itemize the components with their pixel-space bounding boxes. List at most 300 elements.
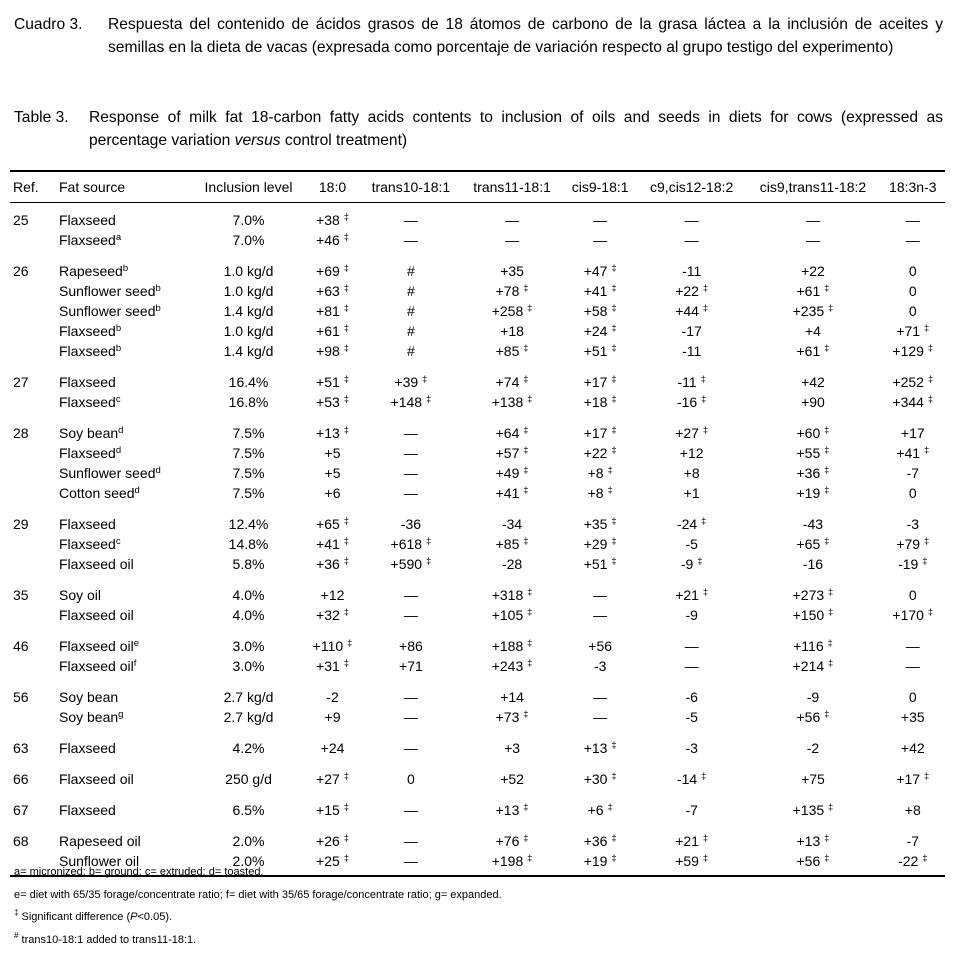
value-cell: +75 — [801, 771, 825, 787]
value-cell: +27 ‡ — [675, 425, 709, 441]
caption-spanish-label: Cuadro 3. — [14, 16, 83, 33]
fat-source-note: d — [115, 445, 122, 456]
fat-source-name: Flaxseed oil — [59, 638, 134, 654]
value-cell: +36 ‡ — [796, 465, 830, 481]
fat-source-name: Soy oil — [59, 587, 102, 603]
ref-group — [10, 629, 945, 680]
value-cell: -2 — [806, 740, 820, 756]
fat-source-name: Flaxseed — [59, 232, 116, 248]
inclusion-level-cell: 1.0 kg/d — [223, 263, 274, 279]
inclusion-level-cell: 1.4 kg/d — [223, 343, 274, 359]
value-cell: # — [407, 283, 415, 299]
value-cell: +36 ‡ — [583, 833, 617, 849]
value-cell: +3 — [504, 740, 521, 756]
value-cell: — — [593, 607, 608, 623]
ref-cell — [10, 443, 56, 463]
value-cell: -16 — [802, 556, 824, 572]
value-cell: — — [403, 587, 418, 603]
value-cell: +6 ‡ — [587, 802, 613, 818]
value-cell: # — [407, 343, 415, 359]
fat-source-cell — [56, 416, 192, 443]
header-row — [10, 171, 945, 203]
value-cell: +170 ‡ — [892, 607, 934, 623]
value-cell: -5 — [685, 536, 698, 552]
ref-cell: 63 — [13, 740, 29, 756]
value-cell: +25 ‡ — [316, 853, 349, 869]
table-row — [10, 731, 945, 762]
fat-source-note: c — [115, 536, 121, 547]
value-cell: -43 — [802, 516, 824, 532]
value-cell: -7 — [906, 465, 920, 481]
fat-source-cell — [56, 824, 192, 851]
value-cell: +55 ‡ — [796, 445, 830, 461]
ref-cell — [10, 281, 56, 301]
value-cell: +44 ‡ — [675, 303, 709, 319]
fat-source-name: Sunflower seed — [59, 283, 156, 299]
fat-source-cell — [56, 463, 192, 483]
fat-source-cell — [56, 656, 192, 680]
caption-english-text — [89, 106, 943, 152]
fatty-acids-table-wrap — [10, 170, 945, 877]
value-cell: +344 ‡ — [892, 394, 934, 410]
fat-source-cell — [56, 762, 192, 793]
fat-source-name: Cotton seed — [59, 485, 135, 501]
table-row — [10, 301, 945, 321]
inclusion-level-cell: 7.0% — [232, 232, 265, 248]
fat-source-name: Flaxseed oil — [59, 771, 134, 787]
value-cell: +9 — [324, 709, 341, 725]
value-cell: +41 ‡ — [495, 485, 529, 501]
value-cell: +47 ‡ — [583, 263, 617, 279]
value-cell: +38 ‡ — [316, 212, 349, 228]
inclusion-level-cell: 14.8% — [228, 536, 269, 552]
value-cell: -9 — [685, 607, 698, 623]
value-cell: 0 — [908, 263, 917, 279]
value-cell: +58 ‡ — [583, 303, 617, 319]
value-cell: +32 ‡ — [316, 607, 349, 623]
inclusion-level-cell: 2.0% — [232, 853, 265, 869]
value-cell: +31 ‡ — [316, 658, 349, 674]
table-row — [10, 793, 945, 824]
value-cell: +116 ‡ — [793, 638, 833, 654]
fat-source-cell — [56, 365, 192, 392]
fat-source-name: Sunflower seed — [59, 303, 156, 319]
value-cell: +618 ‡ — [390, 536, 432, 552]
value-cell: +18 ‡ — [583, 394, 617, 410]
value-cell: -22 ‡ — [898, 853, 928, 869]
value-cell: -3 — [906, 516, 920, 532]
value-cell: # — [407, 263, 415, 279]
ref-cell — [10, 463, 56, 483]
inclusion-level-cell: 16.4% — [228, 374, 269, 390]
table-row — [10, 321, 945, 341]
value-cell: -3 — [593, 658, 607, 674]
value-cell: +69 ‡ — [316, 263, 349, 279]
fat-source-name: Flaxseed — [59, 212, 116, 228]
fat-source-cell — [56, 230, 192, 254]
value-cell: +252 ‡ — [892, 374, 934, 390]
value-cell: +150 ‡ — [792, 607, 834, 623]
ref-cell — [10, 301, 56, 321]
fat-source-cell — [56, 605, 192, 629]
fat-source-note: b — [122, 263, 129, 274]
ref-cell: 46 — [13, 638, 29, 654]
value-cell: +71 — [399, 658, 423, 674]
value-cell: — — [805, 212, 820, 228]
value-cell: +8 — [904, 802, 921, 818]
value-cell: — — [403, 465, 418, 481]
value-cell: — — [403, 740, 418, 756]
value-cell: -11 ‡ — [677, 374, 706, 390]
value-cell: +318 ‡ — [491, 587, 533, 603]
table-row — [10, 365, 945, 392]
value-cell: +51 ‡ — [583, 556, 617, 572]
table-row — [10, 341, 945, 365]
ref-cell: 25 — [13, 212, 29, 228]
fat-source-cell — [56, 507, 192, 534]
table-row — [10, 824, 945, 851]
ref-group — [10, 416, 945, 507]
table-row — [10, 254, 945, 281]
fat-source-cell — [56, 392, 192, 416]
value-cell: # — [407, 303, 415, 319]
inclusion-level-cell: 6.5% — [232, 802, 265, 818]
table-row — [10, 203, 945, 231]
value-cell: +56 ‡ — [796, 853, 830, 869]
value-cell: — — [684, 658, 699, 674]
footnote-hash-text: trans10-18:1 added to trans11-18:1. — [18, 934, 197, 946]
value-cell: +64 ‡ — [495, 425, 529, 441]
inclusion-level-cell: 7.5% — [232, 485, 265, 501]
value-cell: +4 — [804, 323, 821, 339]
table-header — [10, 171, 945, 203]
fat-source-name: Flaxseed oil — [59, 556, 134, 572]
value-cell: +42 — [900, 740, 925, 756]
value-cell: +17 — [900, 425, 925, 441]
fat-source-note: b — [115, 343, 122, 354]
value-cell: +8 ‡ — [587, 465, 613, 481]
value-cell: -36 — [400, 516, 422, 532]
value-cell: +56 — [588, 638, 613, 654]
value-cell: +129 ‡ — [892, 343, 934, 359]
value-cell: 0 — [407, 771, 415, 787]
inclusion-level-cell: 16.8% — [228, 394, 269, 410]
caption-english-text-b: control treatment) — [280, 132, 408, 149]
value-cell: +65 ‡ — [316, 516, 349, 532]
value-cell: +52 — [500, 771, 524, 787]
value-cell: +105 ‡ — [491, 607, 533, 623]
value-cell: — — [684, 638, 699, 654]
column-header: 18:3n-3 — [889, 179, 937, 195]
table-row — [10, 605, 945, 629]
value-cell: +148 ‡ — [390, 394, 432, 410]
table-row — [10, 762, 945, 793]
ref-cell — [10, 656, 56, 680]
footnote-significance — [14, 908, 173, 923]
table-row — [10, 680, 945, 707]
fat-source-name: Rapeseed oil — [59, 833, 141, 849]
table-row — [10, 463, 945, 483]
fat-source-note: g — [118, 709, 124, 720]
value-cell: +98 ‡ — [316, 343, 349, 359]
footnote-hash — [14, 931, 197, 946]
value-cell: — — [403, 485, 418, 501]
ref-cell: 66 — [13, 771, 29, 787]
value-cell: +22 ‡ — [675, 283, 709, 299]
ref-cell — [10, 230, 56, 254]
fat-source-note: e — [133, 638, 139, 649]
value-cell: +24 — [320, 740, 345, 756]
value-cell: 0 — [908, 485, 917, 501]
value-cell: +53 ‡ — [316, 394, 349, 410]
column-header: Inclusion level — [204, 179, 293, 195]
fat-source-note: c — [115, 394, 121, 405]
value-cell: -9 — [806, 689, 820, 705]
fat-source-note: d — [118, 425, 124, 436]
value-cell: -34 — [501, 516, 523, 532]
value-cell: +85 ‡ — [495, 343, 529, 359]
value-cell: +41 ‡ — [316, 536, 349, 552]
fat-source-name: Sunflower oil — [59, 853, 140, 869]
ref-cell — [10, 605, 56, 629]
footnote-significance-a: Significant difference ( — [18, 911, 131, 923]
ref-cell — [10, 321, 56, 341]
fat-source-cell — [56, 341, 192, 365]
value-cell: +27 ‡ — [316, 771, 349, 787]
fat-source-note: b — [155, 303, 161, 314]
fat-source-cell — [56, 680, 192, 707]
fat-source-name: Soy bean — [59, 425, 119, 441]
value-cell: +41 ‡ — [583, 283, 617, 299]
fat-source-note: a — [115, 232, 122, 243]
ref-cell — [10, 483, 56, 507]
table-row — [10, 554, 945, 578]
ref-group — [10, 731, 945, 762]
footnote-significance-b: <0.05). — [137, 911, 173, 923]
value-cell: +85 ‡ — [495, 536, 529, 552]
fat-source-cell — [56, 578, 192, 605]
value-cell: — — [593, 709, 608, 725]
fat-source-name: Sunflower seed — [59, 465, 156, 481]
inclusion-level-cell: 1.4 kg/d — [223, 303, 274, 319]
fat-source-cell — [56, 793, 192, 824]
value-cell: — — [593, 232, 608, 248]
inclusion-level-cell: 2.0% — [232, 833, 265, 849]
caption-english-text-a: Response of milk fat 18-carbon fatty acids contents to inclusion of oils and seeds in diets for cows (expressed as percentage variation — [89, 109, 943, 149]
value-cell: — — [403, 833, 418, 849]
footnote-significance-p: P — [130, 911, 138, 923]
value-cell: +15 ‡ — [316, 802, 349, 818]
value-cell: +13 ‡ — [316, 425, 349, 441]
value-cell: 0 — [908, 283, 917, 299]
inclusion-level-cell: 3.0% — [232, 658, 265, 674]
caption-english — [14, 106, 943, 152]
fat-source-name: Flaxseed — [59, 740, 116, 756]
value-cell: +26 ‡ — [316, 833, 349, 849]
fat-source-name: Flaxseed — [59, 536, 116, 552]
fat-source-name: Flaxseed — [59, 323, 116, 339]
value-cell: +8 ‡ — [587, 485, 613, 501]
fat-source-name: Soy bean — [59, 709, 119, 725]
value-cell: +49 ‡ — [495, 465, 529, 481]
value-cell: +235 ‡ — [792, 303, 834, 319]
ref-cell — [10, 534, 56, 554]
value-cell: -11 — [682, 263, 702, 279]
value-cell: 0 — [908, 303, 917, 319]
fat-source-note: d — [155, 465, 161, 476]
value-cell: -9 ‡ — [680, 556, 703, 572]
value-cell: +17 ‡ — [583, 425, 617, 441]
value-cell: +21 ‡ — [675, 833, 709, 849]
ref-group — [10, 680, 945, 731]
value-cell: +135 ‡ — [792, 802, 834, 818]
value-cell: 0 — [908, 689, 917, 705]
hash-mark: # — [14, 931, 19, 940]
value-cell: +21 ‡ — [675, 587, 709, 603]
fat-source-name: Flaxseed oil — [59, 607, 134, 623]
value-cell: — — [403, 425, 418, 441]
fat-source-note: d — [134, 485, 140, 496]
inclusion-level-cell: 2.7 kg/d — [223, 689, 274, 705]
column-header: Ref. — [13, 179, 39, 195]
fat-source-name: Rapeseed — [59, 263, 123, 279]
inclusion-level-cell: 7.5% — [232, 425, 265, 441]
value-cell: +8 — [683, 465, 700, 481]
value-cell: +14 — [500, 689, 524, 705]
value-cell: — — [505, 232, 520, 248]
value-cell: +65 ‡ — [796, 536, 830, 552]
value-cell: -19 ‡ — [898, 556, 928, 572]
caption-spanish — [14, 13, 943, 59]
footnote-abbreviations-2: e= diet with 65/35 forage/concentrate ratio; f= diet with 35/65 forage/concentrate ratio; g= expanded. — [14, 889, 502, 901]
value-cell: +18 — [500, 323, 524, 339]
ref-cell — [10, 707, 56, 731]
table-row — [10, 656, 945, 680]
ref-group — [10, 203, 945, 255]
value-cell: +590 ‡ — [390, 556, 432, 572]
value-cell: — — [403, 689, 418, 705]
value-cell: +35 — [900, 709, 925, 725]
table-row — [10, 416, 945, 443]
table-row — [10, 629, 945, 656]
value-cell: +51 ‡ — [583, 343, 617, 359]
ref-cell: 35 — [13, 587, 29, 603]
table-row — [10, 578, 945, 605]
value-cell: — — [403, 212, 418, 228]
fat-source-name: Flaxseed — [59, 374, 116, 390]
value-cell: +60 ‡ — [796, 425, 830, 441]
value-cell: +73 ‡ — [495, 709, 529, 725]
inclusion-level-cell: 2.7 kg/d — [223, 709, 274, 725]
ref-cell: 28 — [13, 425, 29, 441]
value-cell: -24 ‡ — [676, 516, 707, 532]
value-cell: +22 ‡ — [583, 445, 617, 461]
value-cell: +86 — [399, 638, 423, 654]
inclusion-level-cell: 4.2% — [232, 740, 265, 756]
caption-english-italic: versus — [234, 132, 281, 149]
value-cell: +61 ‡ — [796, 343, 830, 359]
table-row — [10, 483, 945, 507]
ref-cell: 26 — [13, 263, 29, 279]
column-header: cis9,trans11-18:2 — [759, 179, 867, 195]
fat-source-cell — [56, 321, 192, 341]
ref-cell: 68 — [13, 833, 29, 849]
column-header: c9,cis12-18:2 — [650, 179, 734, 195]
value-cell: +5 — [324, 465, 341, 481]
table-row — [10, 534, 945, 554]
fat-source-cell — [56, 707, 192, 731]
ref-group — [10, 254, 945, 365]
table-row — [10, 507, 945, 534]
fat-source-cell — [56, 203, 192, 231]
ref-group — [10, 365, 945, 416]
ref-cell: 67 — [13, 802, 29, 818]
value-cell: — — [684, 232, 699, 248]
value-cell: — — [905, 212, 920, 228]
value-cell: +61 ‡ — [316, 323, 349, 339]
value-cell: — — [905, 638, 920, 654]
value-cell: +22 — [801, 263, 825, 279]
value-cell: +188 ‡ — [491, 638, 533, 654]
value-cell: — — [403, 232, 418, 248]
value-cell: +258 ‡ — [491, 303, 533, 319]
value-cell: +74 ‡ — [495, 374, 529, 390]
inclusion-level-cell: 7.5% — [232, 445, 265, 461]
value-cell: +273 ‡ — [792, 587, 834, 603]
value-cell: +39 ‡ — [394, 374, 428, 390]
value-cell: +198 ‡ — [491, 853, 533, 869]
value-cell: +24 ‡ — [583, 323, 617, 339]
ref-cell: 56 — [13, 689, 29, 705]
value-cell: +13 ‡ — [796, 833, 830, 849]
footnote-abbreviations-1: a= micronized; b= ground; c= extruded; d= toasted. — [14, 866, 264, 878]
value-cell: — — [505, 212, 520, 228]
fat-source-cell — [56, 731, 192, 762]
column-header: 18:0 — [318, 179, 347, 195]
ref-cell — [10, 554, 56, 578]
value-cell: +35 — [500, 263, 524, 279]
value-cell: +243 ‡ — [491, 658, 533, 674]
fat-source-cell — [56, 629, 192, 656]
table-row — [10, 707, 945, 731]
fat-source-name: Soy bean — [59, 689, 119, 705]
value-cell: — — [403, 607, 418, 623]
value-cell: +17 ‡ — [896, 771, 930, 787]
value-cell: -3 — [685, 740, 698, 756]
value-cell: -2 — [326, 689, 339, 705]
ref-group — [10, 578, 945, 629]
column-header: trans11-18:1 — [473, 179, 551, 195]
value-cell: +30 ‡ — [583, 771, 617, 787]
ref-group — [10, 793, 945, 824]
value-cell: +214 ‡ — [792, 658, 834, 674]
value-cell: +1 — [683, 485, 700, 501]
value-cell: +19 ‡ — [796, 485, 830, 501]
fat-source-cell — [56, 301, 192, 321]
inclusion-level-cell: 7.5% — [232, 465, 265, 481]
fat-source-name: Flaxseed — [59, 802, 116, 818]
value-cell: +57 ‡ — [495, 445, 529, 461]
value-cell: +5 — [324, 445, 341, 461]
fat-source-cell — [56, 554, 192, 578]
value-cell: -6 — [685, 689, 698, 705]
fat-source-name: Flaxseed — [59, 394, 116, 410]
inclusion-level-cell: 3.0% — [232, 638, 265, 654]
value-cell: +13 ‡ — [583, 740, 617, 756]
double-dagger-mark: ‡ — [14, 908, 19, 917]
value-cell: — — [805, 232, 820, 248]
fat-source-name: Flaxseed oil — [59, 658, 134, 674]
